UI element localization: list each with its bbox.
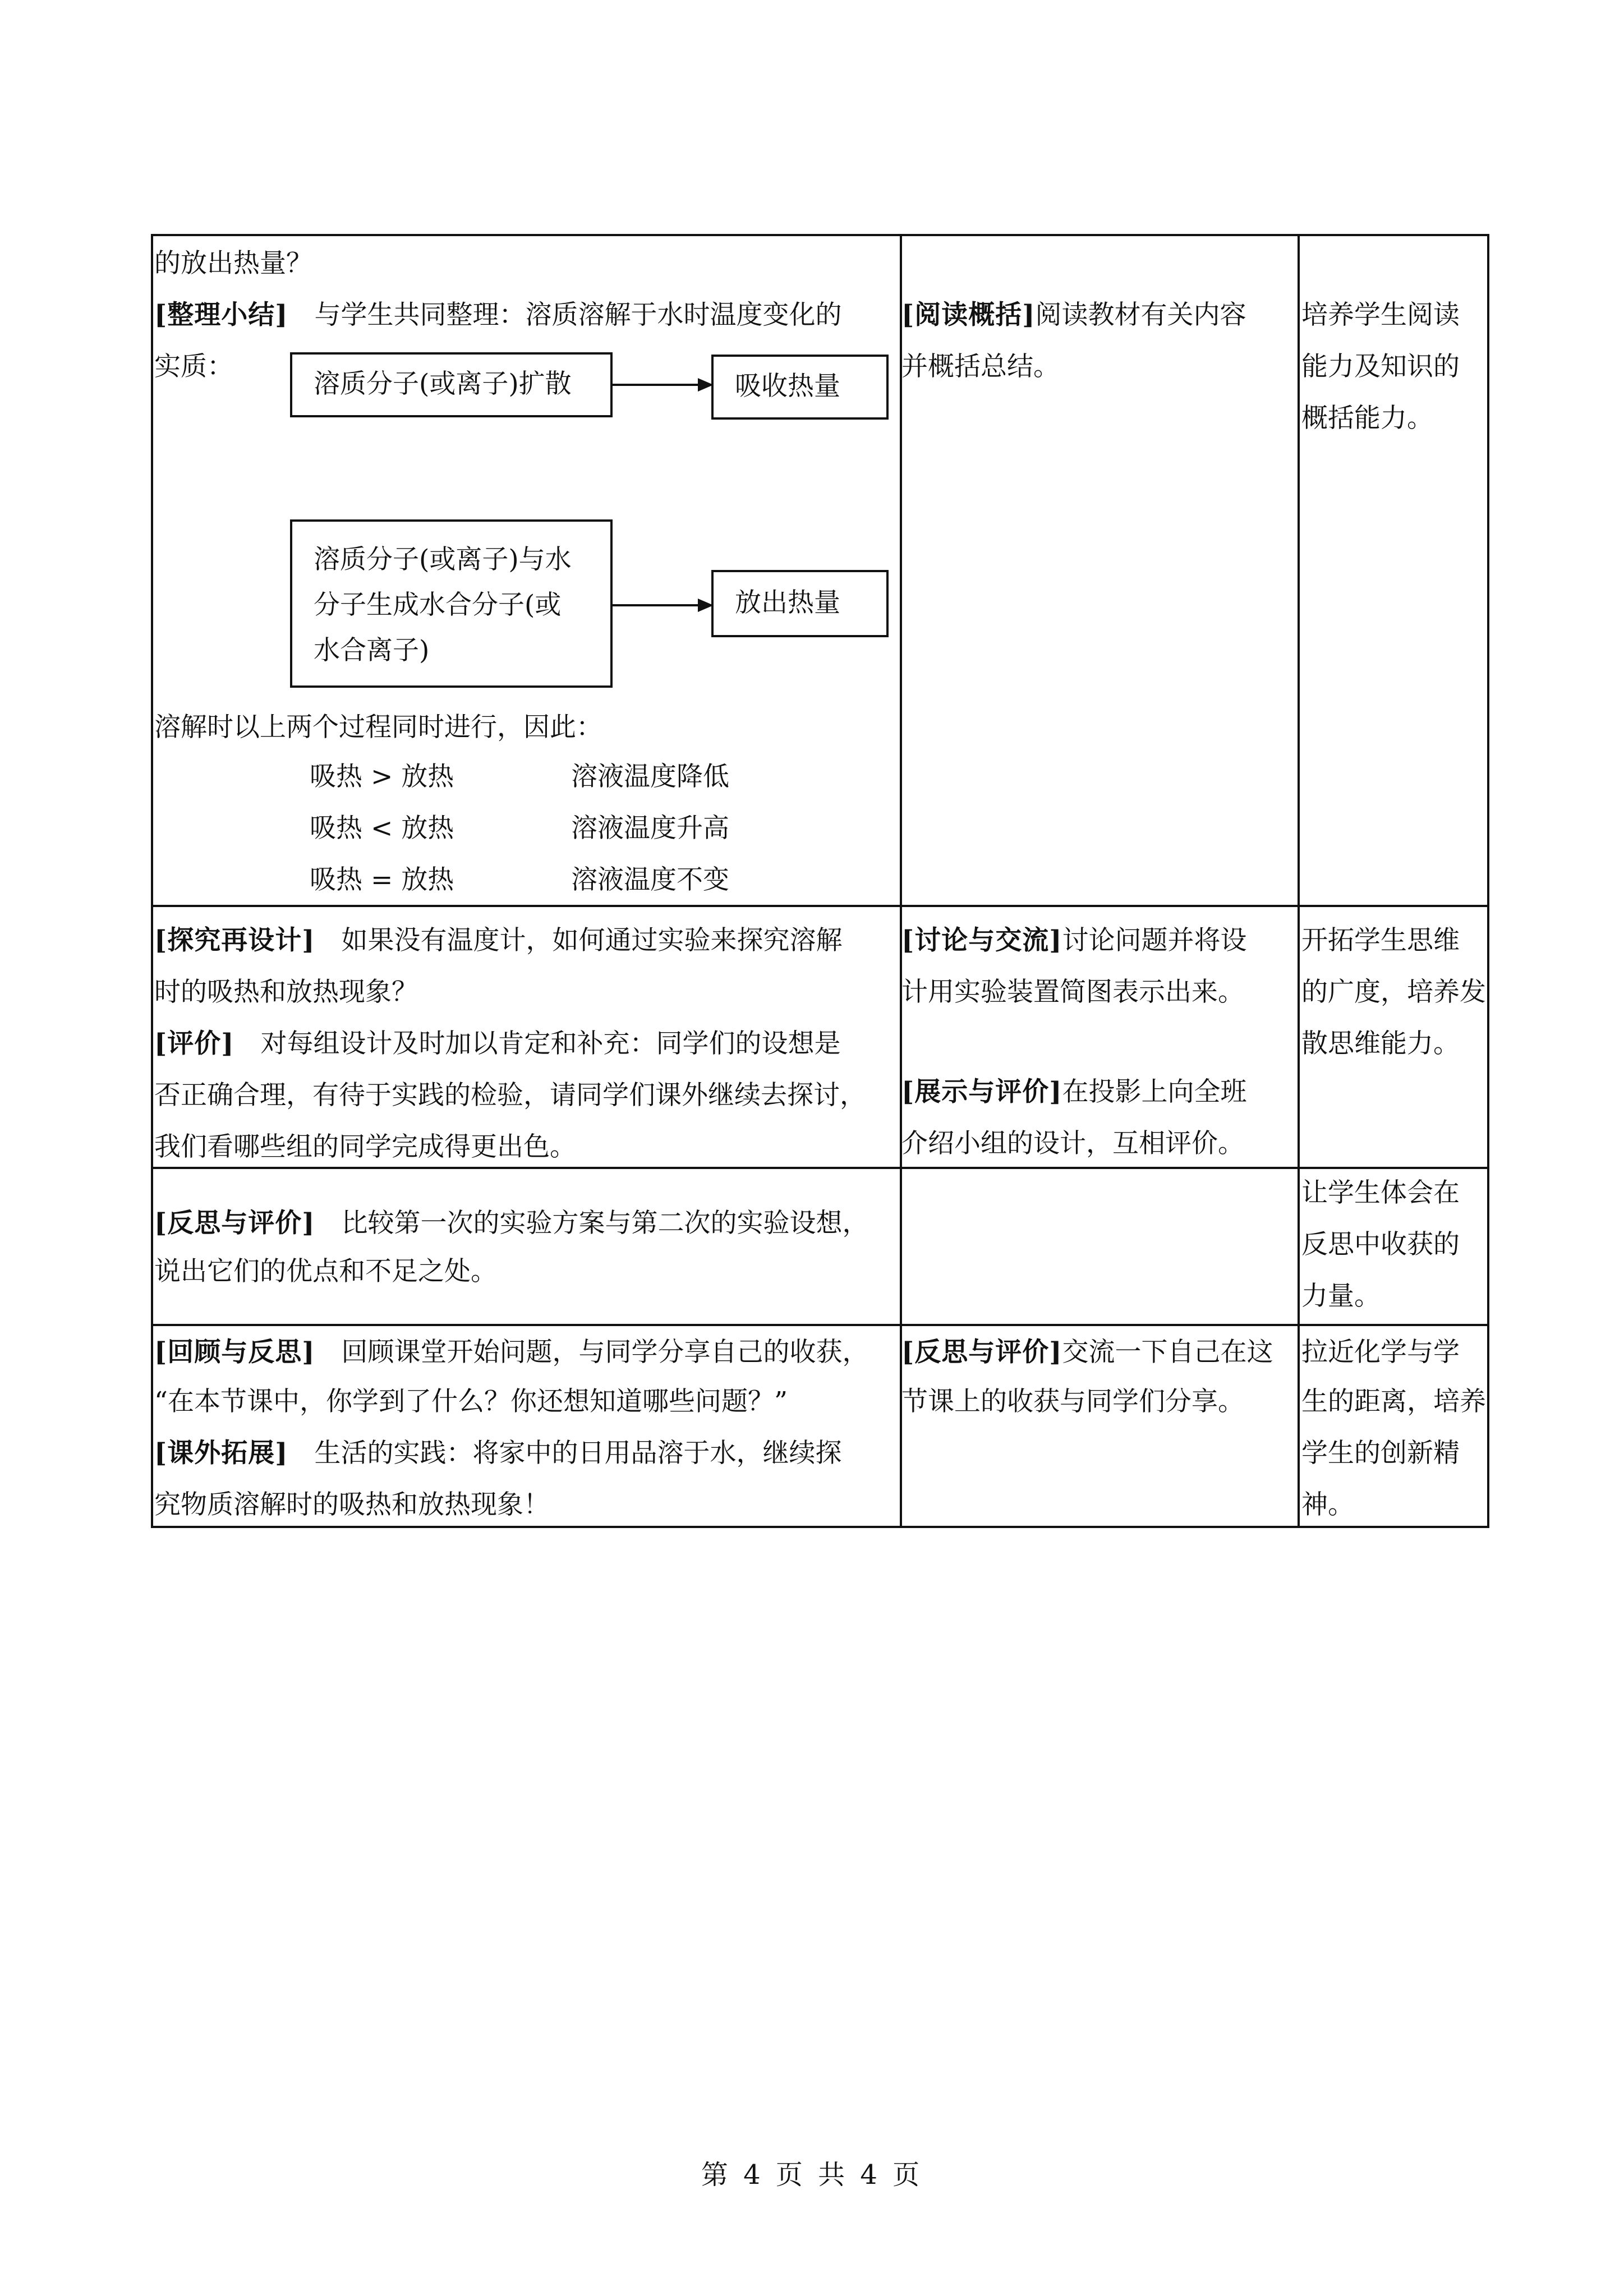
flow-box-label: 水合离子) <box>314 635 430 666</box>
row1-intent-line3: 概括能力。 <box>1301 403 1433 434</box>
row1-intent-line1: 培养学生阅读 <box>1301 300 1460 330</box>
row4-teacher-line4: 究物质溶解时的吸热和放热现象！ <box>154 1489 550 1520</box>
section-tag: [展示与评价] <box>901 1076 1062 1107</box>
row2-intent-line1: 开拓学生思维 <box>1301 925 1460 956</box>
row1-summary: 溶解时以上两个过程同时进行，因此： <box>154 712 602 743</box>
row2-intent-line2: 的广度，培养发 <box>1301 977 1486 1007</box>
row4-intent-line1: 拉近化学与学 <box>1301 1337 1460 1368</box>
section-tag: [评价] <box>154 1028 234 1059</box>
condition-2: 吸热 < 放热 <box>310 813 454 844</box>
section-tag: [反思与评价] <box>154 1208 315 1239</box>
row4-student-line1: [反思与评价]交流一下自己在这 <box>901 1337 1273 1368</box>
row2-student-line4: 介绍小组的设计，互相评价。 <box>901 1128 1244 1159</box>
row2-teacher-line5: 我们看哪些组的同学完成得更出色。 <box>154 1131 576 1162</box>
row3-teacher-line2: 说出它们的优点和不足之处。 <box>154 1256 497 1287</box>
row1-intent-line2: 能力及知识的 <box>1301 351 1460 382</box>
section-tag: [课外拓展] <box>154 1438 288 1469</box>
flow-box-absorb-heat <box>711 355 889 420</box>
row4-intent-line4: 神。 <box>1301 1489 1354 1520</box>
flow-arrow <box>613 604 711 606</box>
result-2: 溶液温度升高 <box>571 813 729 844</box>
section-tag: [探究再设计] <box>154 925 315 956</box>
row2-teacher-line3: [评价] 对每组设计及时加以肯定和补充：同学们的设想是 <box>154 1028 841 1059</box>
section-tag: [讨论与交流] <box>901 925 1062 956</box>
flow-box-label: 溶质分子(或离子)与水 <box>314 544 572 575</box>
row2-teacher-line1: [探究再设计] 如果没有温度计，如何通过实验来探究溶解 <box>154 925 843 956</box>
row1-student-line2: 并概括总结。 <box>901 351 1060 382</box>
flow-box-label: 溶质分子(或离子)扩散 <box>314 369 572 399</box>
result-1: 溶液温度降低 <box>571 761 729 792</box>
row2-student-line2: 计用实验装置简图表示出来。 <box>901 977 1244 1007</box>
row1-teacher-line1: [整理小结] 与学生共同整理：溶质溶解于水时温度变化的 <box>154 300 842 330</box>
row3-intent-line3: 力量。 <box>1301 1281 1381 1312</box>
row2-teacher-line4: 否正确合理，有待于实践的检验，请同学们课外继续去探讨， <box>154 1080 866 1111</box>
row3-intent-line2: 反思中收获的 <box>1301 1229 1460 1260</box>
flow-box-label: 分子生成水合分子(或 <box>314 590 562 620</box>
row2-student-line1: [讨论与交流]讨论问题并将设 <box>901 925 1247 956</box>
flow-box-diffusion <box>290 352 613 417</box>
flow-arrow <box>613 384 711 386</box>
flow-box-hydration <box>290 519 613 688</box>
section-tag: [反思与评价] <box>901 1337 1062 1368</box>
row1-teacher-line2: 实质： <box>154 351 233 382</box>
flow-box-label: 放出热量 <box>735 587 840 618</box>
row2-teacher-line2: 时的吸热和放热现象？ <box>154 977 418 1007</box>
page-footer: 第 4 页 共 4 页 <box>701 2159 923 2191</box>
condition-3: 吸热 = 放热 <box>310 864 454 895</box>
row4-intent-line3: 学生的创新精 <box>1301 1438 1460 1469</box>
row4-intent-line2: 生的距离，培养 <box>1301 1386 1486 1417</box>
row3-teacher-line1: [反思与评价] 比较第一次的实验方案与第二次的实验设想， <box>154 1208 869 1239</box>
row1-teacher-line0: 的放出热量？ <box>154 248 312 279</box>
row3-intent-line1: 让学生体会在 <box>1301 1177 1460 1208</box>
row2-student-line3: [展示与评价]在投影上向全班 <box>901 1076 1247 1107</box>
row4-teacher-line2: “在本节课中，你学到了什么？你还想知道哪些问题？” <box>154 1386 788 1417</box>
row4-teacher-line3: [课外拓展] 生活的实践：将家中的日用品溶于水，继续探 <box>154 1438 842 1469</box>
row2-intent-line3: 散思维能力。 <box>1301 1028 1460 1059</box>
section-tag: [整理小结] <box>154 300 288 330</box>
row1-student-line1: [阅读概括]阅读教材有关内容 <box>901 300 1246 330</box>
section-tag: [回顾与反思] <box>154 1337 315 1368</box>
flow-box-release-heat <box>711 570 889 637</box>
row4-teacher-line1: [回顾与反思] 回顾课堂开始问题，与同学分享自己的收获， <box>154 1337 869 1368</box>
condition-1: 吸热 > 放热 <box>310 761 454 792</box>
column-divider <box>1298 236 1300 1526</box>
flow-box-label: 吸收热量 <box>735 371 840 402</box>
section-tag: [阅读概括] <box>901 300 1036 330</box>
row4-student-line2: 节课上的收获与同学们分享。 <box>901 1386 1244 1417</box>
result-3: 溶液温度不变 <box>571 864 729 895</box>
